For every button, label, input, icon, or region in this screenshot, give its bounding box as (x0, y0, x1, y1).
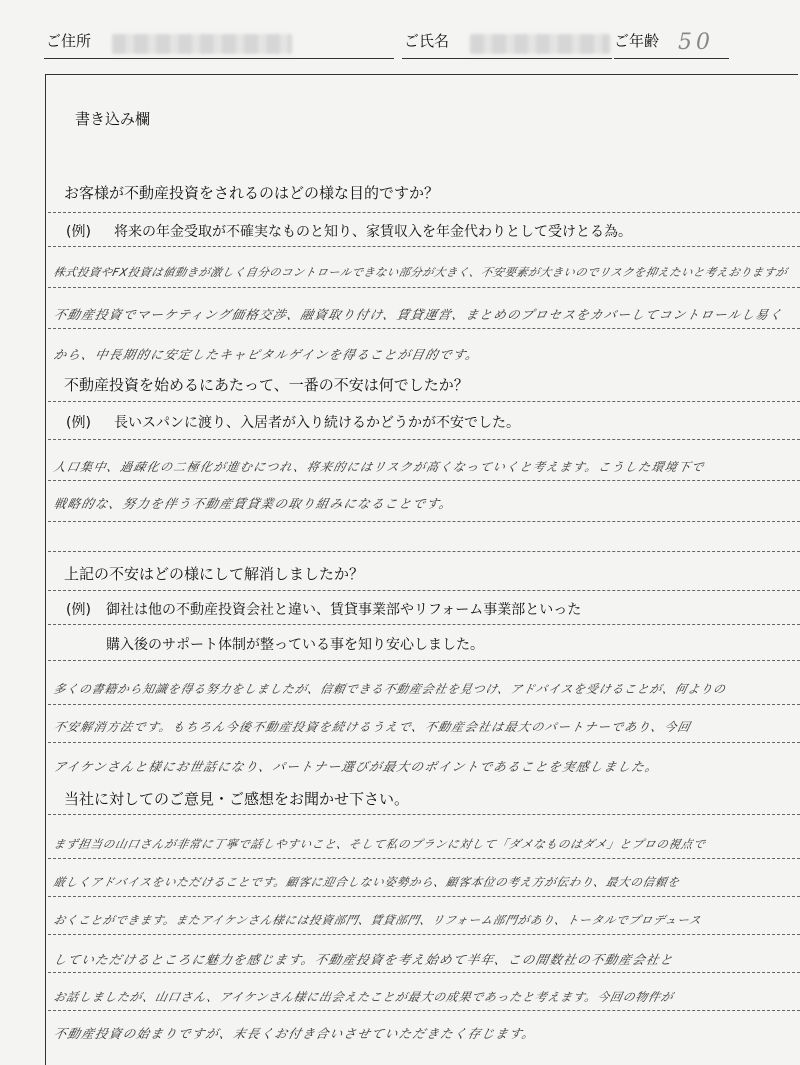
answer-4-line-3: おくことができます。またアイケンさん様には投資部門、賃貸部門、リフォーム部門があり、トータルでプロデュース (52, 913, 703, 927)
answer-2-line-2: 戦略的な、努力を伴う不動産賃貸業の取り組みになることです。 (52, 496, 455, 511)
redacted-name (470, 34, 610, 54)
answer-4-line-5: お話しましたが、山口さん、アイケンさん様に出会えたことが最大の成果であったと考えます。今回の物件が (52, 990, 676, 1004)
example-1: 将来の年金受取が不確実なものと知り、家賃収入を年金代わりとして受けとる為。 (114, 224, 632, 240)
age-value: 50 (678, 30, 714, 55)
divider (48, 401, 800, 402)
answer-1-line-1: 株式投資やFX投資は値動きが激しく自分のコントロールできない部分が大きく、不安要素が大きいのでリスクを抑えたいと考えおりますが (52, 266, 789, 279)
redacted-address (112, 34, 292, 54)
divider (48, 328, 800, 329)
divider (48, 212, 800, 213)
header-underline (44, 58, 394, 59)
answer-4-line-2: 厳しくアドバイスをいただけることです。顧客に迎合しない姿勢から、顧客本位の考え方が伝わり、最大の信頼を (52, 875, 682, 889)
name-label: ご氏名 (404, 32, 450, 50)
answer-3-line-2: 不安解消方法です。もちろん今後不動産投資を続けるうえで、不動産会社は最大のパートナーであり、今回 (52, 720, 693, 734)
header-underline-2 (402, 58, 612, 59)
question-1: お客様が不動産投資をされるのはどの様な目的ですか？ (64, 184, 440, 202)
example-3: 御社は他の不動産投資会社と違い、賃貸事業部やリフォーム事業部といった (106, 602, 582, 618)
answer-3-line-1: 多くの書籍から知識を得る努力をしましたが、信頼できる不動産会社を見つけ、アドバイスを受けることが、何よりの (52, 682, 728, 696)
section-title: 書き込み欄 (75, 110, 151, 128)
divider (48, 858, 800, 859)
divider (48, 1010, 800, 1011)
question-3: 上記の不安はどの様にして解消しましたか？ (64, 565, 365, 583)
example-tag-2: (例) (66, 415, 91, 431)
divider (48, 521, 800, 522)
divider (48, 704, 800, 705)
divider (48, 480, 800, 481)
header-underline-3 (614, 58, 729, 59)
example-3-line-2: 購入後のサポート体制が整っている事を知り安心しました。 (106, 637, 484, 653)
divider (48, 551, 800, 552)
divider (48, 934, 800, 935)
divider (48, 246, 800, 247)
answer-3-line-3: アイケンさんと様にお世話になり、パートナー選びが最大のポイントであることを実感しました。 (52, 759, 661, 774)
example-tag-3: (例) (66, 602, 91, 618)
divider (48, 742, 800, 743)
address-label: ご住所 (46, 32, 92, 50)
divider (48, 814, 800, 815)
answer-4-line-1: まず担当の山口さんが非常に丁寧で話しやすいこと、そして私のプランに対して「ダメなものはダメ」とプロの視点で (52, 837, 708, 851)
answer-4-line-4: していただけるところに魅力を感じます。不動産投資を考え始めて半年、この間数社の不動産会社と (52, 952, 676, 967)
question-4: 当社に対してのご意見・ご感想をお聞かせ下さい。 (64, 790, 410, 808)
divider (48, 439, 800, 440)
question-2: 不動産投資を始めるにあたって、一番の不安は何でしたか？ (64, 376, 469, 394)
divider (48, 287, 800, 288)
divider (48, 896, 800, 897)
answer-1-line-3: から、中長期的に安定したキャピタルゲインを得ることが目的です。 (52, 347, 482, 362)
answer-4-line-6: 不動産投資の始まりですが、末長くお付き合いさせていただきたく存じます。 (52, 1026, 538, 1041)
divider (48, 660, 800, 661)
answer-2-line-1: 人口集中、過疎化の二極化が進むにつれ、将来的にはリスクが高くなっていくと考えます。こうした環境下で (52, 460, 707, 474)
divider (48, 972, 800, 973)
age-label: ご年齢 (614, 32, 660, 50)
answer-1-line-2: 不動産投資でマーケティング価格交渉、融資取り付け、賃貸運営、まとめのプロセスをカバーしてコントロールし易く (52, 307, 785, 322)
example-2: 長いスパンに渡り、入居者が入り続けるかどうかが不安でした。 (114, 415, 520, 431)
example-tag-1: (例) (66, 224, 91, 240)
divider (48, 590, 800, 591)
divider (48, 624, 800, 625)
